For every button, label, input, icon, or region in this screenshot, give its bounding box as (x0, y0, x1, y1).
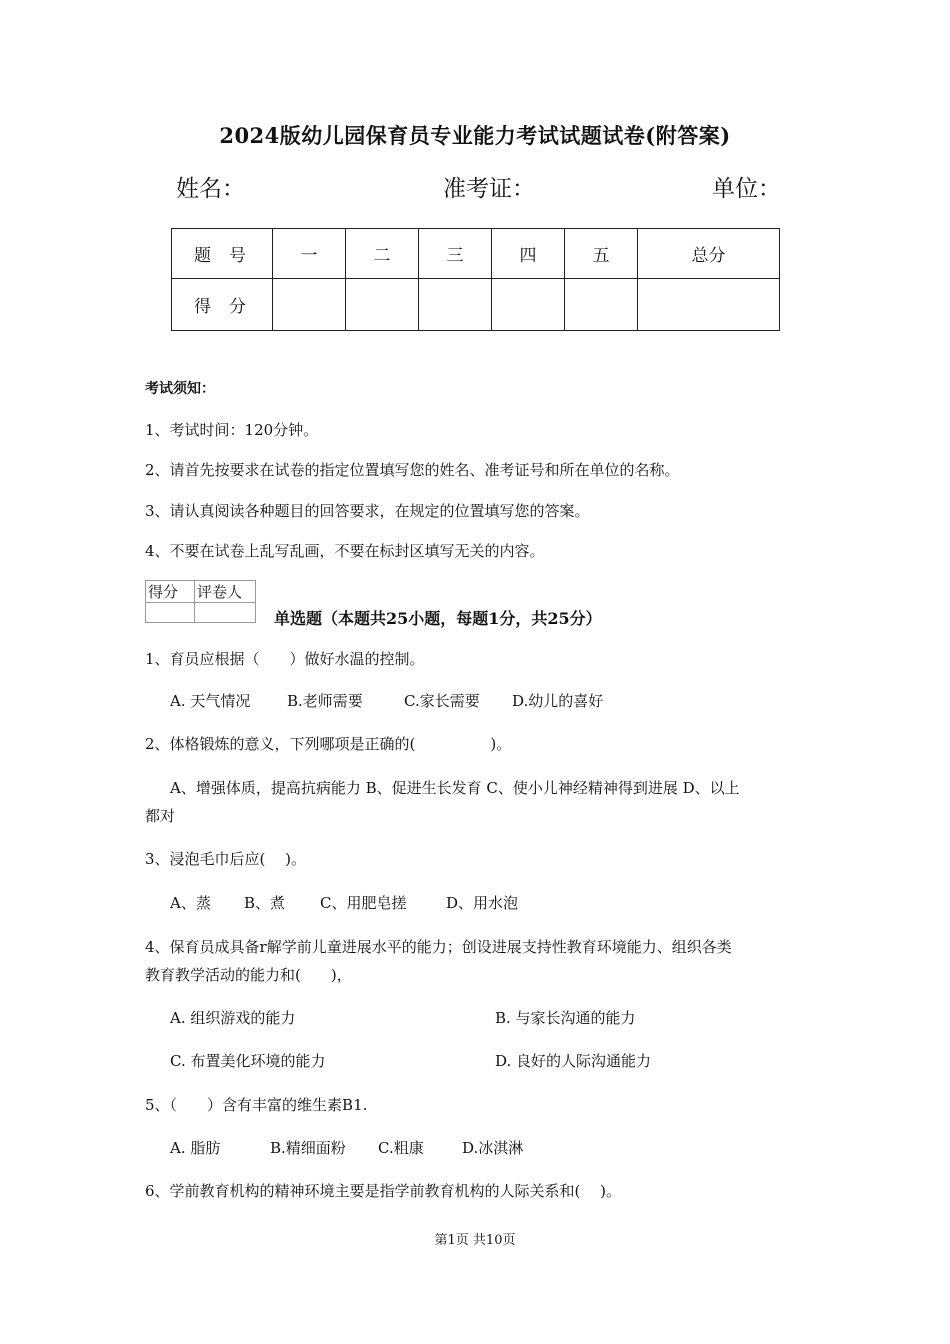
option[interactable]: C.粗康 (378, 1139, 424, 1157)
score-cell[interactable] (273, 279, 346, 331)
notice-item: 4、不要在试卷上乱写乱画，不要在标封区填写无关的内容。 (145, 542, 545, 560)
question-stem: 教育教学活动的能力和( )， (145, 966, 352, 984)
question-stem: 5、（ ）含有丰富的维生素B1. (145, 1096, 368, 1114)
question-stem: 3、浸泡毛巾后应( )。 (145, 850, 307, 868)
grader-name-cell[interactable] (195, 603, 256, 623)
option[interactable]: C. 布置美化环境的能力 (170, 1052, 326, 1070)
score-cell[interactable] (492, 279, 565, 331)
notice-item: 2、请首先按要求在试卷的指定位置填写您的姓名、准考证号和所在单位的名称。 (145, 461, 680, 479)
option[interactable]: D.幼儿的喜好 (512, 692, 604, 710)
question-stem: 6、学前教育机构的精神环境主要是指学前教育机构的人际关系和( )。 (145, 1182, 622, 1200)
option[interactable]: B.精细面粉 (270, 1139, 346, 1157)
grader-name-label: 评卷人 (195, 581, 256, 603)
exam-number-label: 准考证： (443, 176, 535, 202)
score-table-score-label: 得分 (172, 279, 273, 331)
score-table (171, 228, 780, 331)
score-table-col-5: 五 (565, 229, 638, 279)
score-cell[interactable] (638, 279, 780, 331)
name-label: 姓名： (176, 176, 245, 202)
option[interactable]: C.家长需要 (404, 692, 480, 710)
option[interactable]: D、用水泡 (446, 894, 519, 912)
page-footer: 第1页 共10页 (434, 1233, 516, 1248)
score-table-col-1: 一 (273, 229, 346, 279)
score-table-col-3: 三 (419, 229, 492, 279)
score-cell[interactable] (346, 279, 419, 331)
option[interactable]: B、煮 (244, 894, 286, 912)
unit-label: 单位： (712, 176, 781, 202)
page-title: 2024版幼儿园保育员专业能力考试试题试卷(附答案) (219, 123, 731, 148)
score-table-col-2: 二 (346, 229, 419, 279)
question-stem: 1、育员应根据（ ）做好水温的控制。 (145, 650, 425, 668)
option[interactable]: D.冰淇淋 (462, 1139, 524, 1157)
option[interactable]: D. 良好的人际沟通能力 (495, 1052, 652, 1070)
score-table-header-label: 题号 (172, 229, 273, 279)
option[interactable]: B.老师需要 (287, 692, 363, 710)
grader-box (145, 580, 256, 623)
score-table-col-4: 四 (492, 229, 565, 279)
grader-score-label: 得分 (146, 581, 195, 603)
notice-item: 1、考试时间：120分钟。 (145, 421, 319, 439)
option[interactable]: A、蒸 (170, 894, 211, 912)
option-line[interactable]: A、增强体质，提高抗病能力 B、促进生长发育 C、使小儿神经精神得到进展 D、以上 (170, 779, 740, 797)
score-cell[interactable] (419, 279, 492, 331)
notice-title: 考试须知： (145, 381, 215, 397)
grader-score-cell[interactable] (146, 603, 195, 623)
option[interactable]: A. 天气情况 (170, 692, 251, 710)
question-stem: 4、保育员成具备r解学前儿童进展水平的能力；创设进展支持性教育环境能力、组织各类 (145, 938, 732, 956)
option[interactable]: B. 与家长沟通的能力 (495, 1009, 636, 1027)
score-table-col-total: 总分 (638, 229, 780, 279)
option[interactable]: A. 组织游戏的能力 (170, 1009, 296, 1027)
option[interactable]: A. 脂肪 (170, 1139, 221, 1157)
notice-item: 3、请认真阅读各种题目的回答要求，在规定的位置填写您的答案。 (145, 502, 590, 520)
option-line[interactable]: 都对 (145, 807, 176, 825)
question-stem: 2、体格锻炼的意义，下列哪项是正确的( )。 (145, 735, 512, 753)
section-title: 单选题（本题共25小题，每题1分，共25分） (274, 609, 602, 628)
option[interactable]: C、用肥皂搓 (320, 894, 407, 912)
score-cell[interactable] (565, 279, 638, 331)
